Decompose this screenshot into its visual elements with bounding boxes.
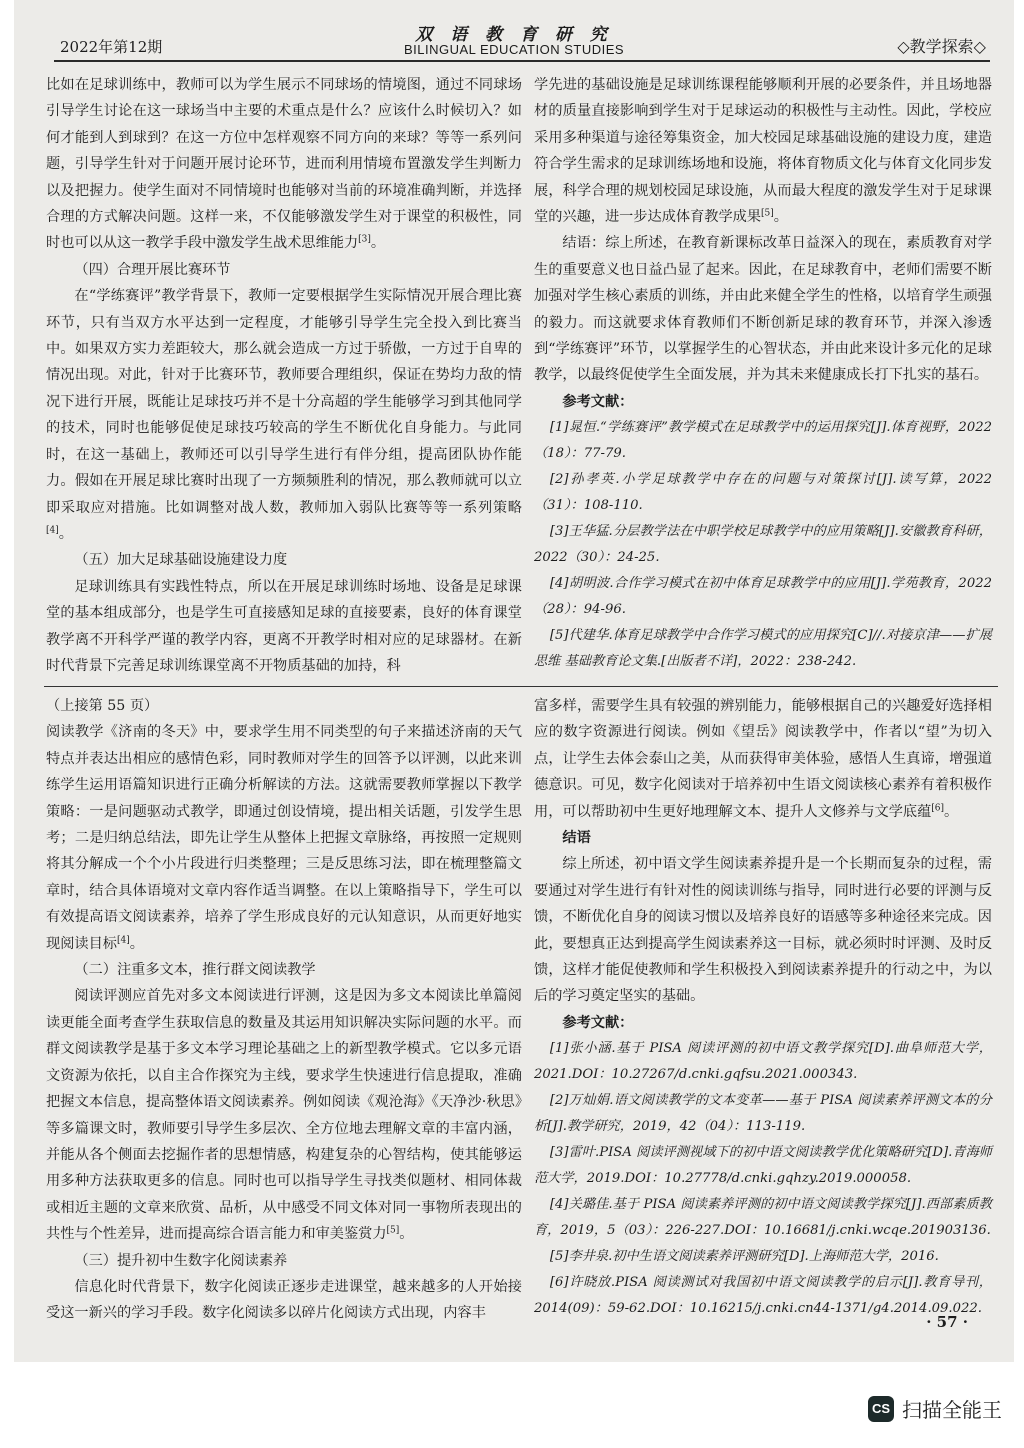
section-heading: （五）加大足球基础设施建设力度	[74, 552, 288, 569]
journal-title-cn: 双 语 教 育 研 究	[415, 25, 613, 45]
conclusion-paragraph: 结语：综上所述，在教育新课标改革日益深入的现在，素质教育对学生的重要意义也日益凸显了起来。因此，在足球教育中，老师们需要不断加强对学生核心素质的训练，并由此来健全学生的性格，以培育学生顽强的毅力。而这就要求体育教师们不断创新足球的教育环节，并深入渗透到“学练赛评”环节，以掌握学生的心智状态，并由此来设计多元化的足球教学，以最终促使学生全面发展，并为其未来健康成长打下扎实的基石。	[534, 235, 992, 384]
page-number: · 57 ·	[926, 1313, 968, 1331]
header-rule	[54, 60, 990, 62]
reference-item: [1]张小涵.基于 PISA 阅读评测的初中语文教学探究[D].曲阜师范大学，2021.DOI：10.27267/d.cnki.gqfsu.2021.000343.	[534, 1041, 992, 1083]
scanner-app-name: 扫描全能王	[902, 1398, 1002, 1422]
reference-item: [5]代建华.体育足球教学中合作学习模式的应用探究[C]//.对接京津——扩展思维 基础教育论文集.[出版者不详]，2022：238-242.	[534, 628, 992, 670]
journal-title-en: BILINGUAL EDUCATION STUDIES	[403, 42, 625, 57]
paragraph: 学先进的基础设施是足球训练课程能够顺利开展的必要条件，并且场地器材的质量直接影响到学生对于足球运动的积极性与主动性。因此，学校应采用多种渠道与途径筹集资金，加大校园足球基础设施的建设力度，建造符合学生需求的足球训练场地和设施，将体育物质文化与体育文化同步发展，科学合理的规划校园足球设施，从而最大程度的激发学生对于足球课堂的兴趣，进一步达成体育教学成果[5]。	[534, 77, 992, 226]
reference-item: [4]关璐佳.基于 PISA 阅读素养评测的初中语文阅读教学探究[J].西部素质教育，2019，5（03）：226-227.DOI：10.16681/j.cnki.wcqe.201903136.	[534, 1197, 992, 1239]
references-heading: 参考文献：	[562, 1014, 634, 1031]
references-heading: 参考文献：	[562, 393, 634, 410]
issue-label: 2022年第12期	[60, 38, 163, 56]
reference-item: [6]许晓放.PISA 阅读测试对我国初中语文阅读教学的启示[J].教育导刊，2014(09)：59-62.DOI：10.16215/j.cnki.cn44-1371/g4.2014.09.022.	[534, 1275, 992, 1317]
reference-item: [3]雷叶.PISA 阅读评测视域下的初中语文阅读教学优化策略研究[D].青海师范大学，2019.DOI：10.27778/d.cnki.gqhzy.2019.000058.	[534, 1145, 992, 1187]
paragraph: 阅读评测应首先对多文本阅读进行评测，这是因为多文本阅读比单篇阅读更能全面考查学生获取信息的数量及其运用知识解决实际问题的水平。而群文阅读教学是基于多文本学习理论基础之上的新型教学模式。它以多元语文资源为依托，以自主合作探究为主线，要求学生快速进行信息提取，准确把握文本信息，提高整体语文阅读素养。例如阅读《观沧海》《天净沙·秋思》等多篇课文时，教师要引导学生多层次、全方位地去理解文章的丰富内涵，并能从各个侧面去挖掘作者的思想情感，构建复杂的心智结构，使其能够运用多种方法获取更多的信息。同时也可以指导学生寻找类似题材、相同体裁或相近主题的文章来欣赏、品析，从中感受不同文体对同一事物所表现出的共性与个性差异，进而提高综合语言能力和审美鉴赏力[5]。	[46, 988, 522, 1243]
reference-item: [1]晁恒.“学练赛评”教学模式在足球教学中的运用探究[J].体育视野，2022（18）：77-79.	[534, 420, 992, 462]
article-divider	[44, 686, 998, 687]
paragraph: 足球训练具有实践性特点，所以在开展足球训练时场地、设备是足球课堂的基本组成部分，也是学生可直接感知足球的直接要素，良好的体育课堂教学离不开科学严谨的教学内容，更离不开教学时相对应的足球器材。在新时代背景下完善足球训练课堂离不开物质基础的加持，科	[46, 578, 522, 674]
reference-item: [4]胡明波.合作学习模式在初中体育足球教学中的应用[J].学苑教育，2022（28）：94-96.	[534, 576, 992, 618]
conclusion-heading: 结语	[562, 830, 591, 847]
column-top-right	[534, 72, 992, 675]
camscanner-logo-icon: CS	[868, 1396, 894, 1422]
section-label: ◇教学探索◇	[897, 37, 986, 56]
paragraph: 比如在足球训练中，教师可以为学生展示不同球场的情境图，通过不同球场引导学生讨论在这一球场当中主要的术重点是什么？应该什么时候切入？如何才能到人到球到？在这一方位中怎样观察不同方向的来球？等等一系列问题，引导学生针对于问题开展讨论环节，进而利用情境布置激发学生判断力以及把握力。使学生面对不同情境时也能够对当前的环境准确判断，并选择合理的方式解决问题。这样一来，不仅能够激发学生对于课堂的积极性，同时也可以从这一教学手段中激发学生战术思维能力[3]。	[46, 77, 522, 252]
scanner-watermark	[868, 1394, 1002, 1423]
continued-from-label: （上接第 55 页）	[46, 698, 159, 714]
section-heading: （二）注重多文本，推行群文阅读教学	[74, 962, 316, 979]
column-bottom-right	[534, 693, 992, 1322]
reference-item: [2]孙孝英.小学足球教学中存在的问题与对策探讨[J].读写算，2022（31）：108-110.	[534, 472, 992, 514]
column-top-left	[46, 72, 522, 679]
section-heading: （三）提升初中生数字化阅读素养	[74, 1252, 288, 1269]
column-bottom-left	[46, 693, 522, 1327]
paragraph: 阅读教学《济南的冬天》中，要求学生用不同类型的句子来描述济南的天气特点并表达出相应的感情色彩，同时教师对学生的回答予以评测，以此来训练学生运用语篇知识进行正确分析解读的方法。这就需要教师掌握以下教学策略：一是问题驱动式教学，即通过创设情境，提出相关话题，引发学生思考；二是归纳总结法，即先让学生从整体上把握文章脉络，再按照一定规则将其分解成一个个小片段进行归类整理；三是反思练习法，即在梳理整篇文章时，结合具体语境对文章内容作适当调整。在以上策略指导下，学生可以有效提高语文阅读素养，培养了学生形成良好的元认知意识，从而更好地实现阅读目标[4]。	[46, 724, 522, 952]
reference-item: [2]万灿娟.语文阅读教学的文本变革——基于 PISA 阅读素养评测文本的分析[J].教学研究，2019，42（04）：113-119.	[534, 1093, 992, 1135]
reference-item: [3]王华猛.分层教学法在中职学校足球教学中的应用策略[J].安徽教育科研，2022（30）：24-25.	[534, 524, 992, 566]
conclusion-paragraph: 综上所述，初中语文学生阅读素养提升是一个长期而复杂的过程，需要通过对学生进行有针对性的阅读训练与指导，同时进行必要的评测与反馈，不断优化自身的阅读习惯以及培养良好的语感等多种途径来完成。因此，要想真正达到提高学生阅读素养这一目标，就必须时时评测、及时反馈，这样才能促使教师和学生积极投入到阅读素养提升的行动之中，为以后的学习奠定坚实的基础。	[534, 856, 992, 1005]
paragraph: 富多样，需要学生具有较强的辨别能力，能够根据自己的兴趣爱好选择相应的数字资源进行阅读。例如《望岳》阅读教学中，作者以“望”为切入点，让学生去体会泰山之美，从而获得审美体验，感悟人生真谛，增强道德意识。可见，数字化阅读对于培养初中生语文阅读核心素养有着积极作用，可以帮助初中生更好地理解文本、提升人文修养与文学底蕴[6]。	[534, 698, 992, 820]
scanned-page	[14, 0, 1014, 1362]
paragraph: 在“学练赛评”教学背景下，教师一定要根据学生实际情况开展合理比赛环节，只有当双方水平达到一定程度，才能够引导学生完全投入到比赛当中。如果双方实力差距较大，那么就会造成一方过于骄傲，一方过于自卑的情况出现。对此，针对于比赛环节，教师要合理组织，保证在势均力敌的情况下进行开展，既能让足球技巧并不是十分高超的学生能够学习到其他同学的技术，同时也能够促使足球技巧较高的学生不断优化自身能力。与此同时，在这一基础上，教师还可以引导学生进行有伴分组，提高团队协作能力。假如在开展足球比赛时出现了一方频频胜利的情况，那么教师就可以立即采取应对措施。比如调整对战人数，教师加入弱队比赛等等一系列策略[4]。	[46, 288, 522, 542]
reference-item: [5]李井泉.初中生语文阅读素养评测研究[D].上海师范大学，2016.	[549, 1249, 939, 1265]
paragraph: 信息化时代背景下，数字化阅读正逐步走进课堂，越来越多的人开始接受这一新兴的学习手段。数字化阅读多以碎片化阅读方式出现，内容丰	[46, 1278, 522, 1322]
section-heading: （四）合理开展比赛环节	[74, 261, 231, 278]
